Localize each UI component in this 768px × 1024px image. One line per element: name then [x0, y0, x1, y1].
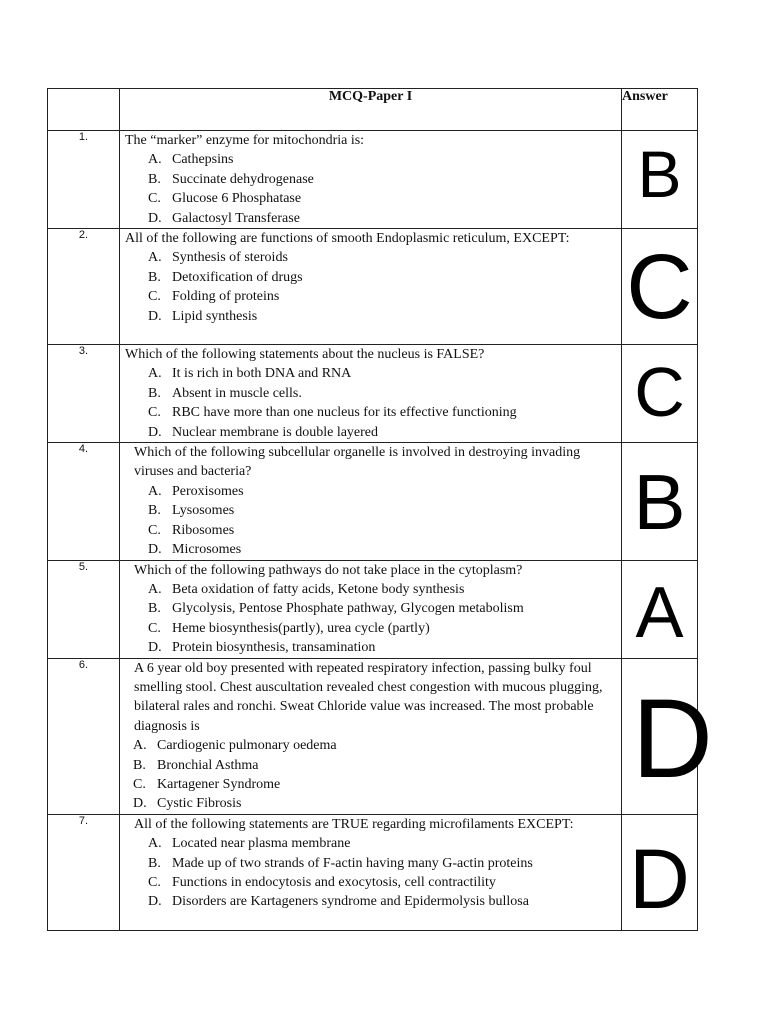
- option-letter: C.: [133, 776, 146, 792]
- option-list: [120, 482, 621, 560]
- option-a: [120, 580, 621, 599]
- answer-cell: [622, 229, 698, 345]
- question-cell: [120, 131, 622, 229]
- option-a: [120, 150, 621, 169]
- option-b: [120, 599, 621, 618]
- option-a: [120, 248, 621, 267]
- question-stem: Which of the following pathways do not take place in the cytoplasm?: [134, 562, 523, 578]
- option-letter: D.: [133, 796, 147, 812]
- option-text: Absent in muscle cells.: [172, 385, 302, 401]
- question-cell: [120, 658, 622, 814]
- answer-letter: D: [629, 831, 690, 926]
- question-stem: Which of the following subcellular organelle is involved in destroying invading viruses and bacteria?: [134, 445, 581, 480]
- option-letter: A.: [148, 366, 162, 382]
- mcq-table: [47, 88, 713, 931]
- option-a: [120, 482, 621, 501]
- answer-letter: A: [635, 572, 684, 653]
- question-stem: The “marker” enzyme for mitochondria is:: [125, 133, 365, 148]
- answer-column-header: Answer: [622, 89, 698, 131]
- question-row-6: [48, 658, 698, 814]
- option-text: Disorders are Kartageners syndrome and Epidermolysis bullosa: [172, 894, 529, 910]
- option-text: Bronchial Asthma: [157, 757, 259, 773]
- option-text: Lipid synthesis: [172, 308, 258, 324]
- option-b: [120, 384, 621, 403]
- option-letter: C.: [148, 191, 161, 207]
- option-letter: A.: [148, 581, 162, 597]
- question-stem: All of the following statements are TRUE regarding microfilaments EXCEPT:: [134, 816, 574, 832]
- question-number: 5.: [48, 560, 120, 658]
- option-c: [120, 521, 621, 540]
- question-number: 1.: [48, 131, 120, 229]
- answer-cell: [622, 658, 713, 814]
- option-letter: B.: [148, 385, 161, 401]
- option-text: Cystic Fibrosis: [157, 796, 242, 812]
- option-text: Protein biosynthesis, transamination: [172, 640, 376, 656]
- option-letter: C.: [148, 289, 161, 305]
- option-letter: B.: [133, 757, 146, 773]
- option-letter: D.: [148, 308, 162, 324]
- option-a: [120, 364, 621, 383]
- option-letter: C.: [148, 405, 161, 421]
- question-row-3: [48, 345, 698, 443]
- option-list: [120, 580, 621, 658]
- option-list: [120, 736, 621, 814]
- option-d: [120, 794, 621, 813]
- header-number-cell: [48, 89, 120, 131]
- option-a: [120, 736, 621, 755]
- option-text: Glycolysis, Pentose Phosphate pathway, Glycogen metabolism: [172, 601, 524, 617]
- option-letter: D.: [148, 424, 162, 440]
- option-b: [120, 268, 621, 287]
- answer-cell: [622, 345, 698, 443]
- option-c: [120, 619, 621, 638]
- answer-letter: D: [632, 675, 713, 801]
- option-text: Kartagener Syndrome: [157, 776, 281, 792]
- option-c: [120, 873, 621, 892]
- answer-letter: C: [626, 236, 693, 339]
- option-text: Folding of proteins: [172, 289, 280, 305]
- option-letter: D.: [148, 542, 162, 558]
- option-text: Lysosomes: [172, 503, 235, 519]
- option-list: [120, 248, 621, 326]
- option-b: [120, 756, 621, 775]
- question-cell: [120, 560, 622, 658]
- option-b: [120, 170, 621, 189]
- option-letter: D.: [148, 640, 162, 656]
- option-letter: D.: [148, 210, 162, 226]
- option-letter: C.: [148, 875, 161, 890]
- question-stem: Which of the following statements about the nucleus is FALSE?: [125, 347, 485, 363]
- paper-title: MCQ-Paper I: [120, 89, 622, 131]
- option-letter: D.: [148, 894, 162, 910]
- option-list: [120, 150, 621, 228]
- header-row: [48, 89, 698, 131]
- question-number: 4.: [48, 443, 120, 560]
- option-text: Microsomes: [172, 542, 242, 558]
- question-cell: [120, 229, 622, 345]
- option-list: [120, 834, 621, 912]
- option-letter: B.: [148, 269, 161, 285]
- option-letter: A.: [148, 836, 162, 852]
- option-d: [120, 540, 621, 559]
- option-letter: B.: [148, 503, 161, 519]
- answer-cell: [622, 131, 698, 229]
- option-text: Detoxification of drugs: [172, 269, 303, 285]
- option-letter: C.: [148, 620, 161, 636]
- option-text: Succinate dehydrogenase: [172, 171, 314, 187]
- question-cell: [120, 443, 622, 560]
- question-row-1: [48, 131, 698, 229]
- option-d: [120, 209, 621, 228]
- option-c: [120, 189, 621, 208]
- option-text: Synthesis of steroids: [172, 250, 288, 266]
- question-row-5: [48, 560, 698, 658]
- question-number: 6.: [48, 658, 120, 814]
- option-letter: A.: [133, 738, 147, 754]
- option-b: [120, 854, 621, 873]
- option-c: [120, 287, 621, 306]
- option-text: It is rich in both DNA and RNA: [172, 366, 352, 382]
- option-text: Cathepsins: [172, 152, 234, 168]
- question-number: 2.: [48, 229, 120, 345]
- question-number: 7.: [48, 814, 120, 930]
- option-b: [120, 501, 621, 520]
- option-c: [120, 775, 621, 794]
- option-letter: A.: [148, 250, 162, 266]
- option-text: Glucose 6 Phosphatase: [172, 191, 302, 207]
- question-row-2: [48, 229, 698, 345]
- option-text: Nuclear membrane is double layered: [172, 424, 379, 440]
- option-text: Peroxisomes: [172, 483, 244, 499]
- option-a: [120, 834, 621, 853]
- option-letter: A.: [148, 152, 162, 168]
- option-text: Galactosyl Transferase: [172, 210, 300, 226]
- option-list: [120, 364, 621, 442]
- question-stem: All of the following are functions of smooth Endoplasmic reticulum, EXCEPT:: [125, 231, 570, 247]
- option-d: [120, 307, 621, 326]
- question-row-7: [48, 814, 698, 930]
- option-d: [120, 638, 621, 657]
- option-letter: B.: [148, 171, 161, 187]
- option-text: Heme biosynthesis(partly), urea cycle (partly): [172, 620, 430, 636]
- option-text: Located near plasma membrane: [172, 836, 351, 852]
- option-letter: B.: [148, 855, 161, 871]
- question-number: 3.: [48, 345, 120, 443]
- answer-letter: B: [633, 458, 686, 547]
- option-c: [120, 403, 621, 422]
- answer-cell: [622, 560, 698, 658]
- question-cell: [120, 814, 622, 930]
- answer-letter: C: [634, 353, 685, 432]
- option-text: Functions in endocytosis and exocytosis, cell contractility: [172, 875, 496, 890]
- option-text: Ribosomes: [172, 522, 235, 538]
- answer-letter: B: [637, 137, 682, 211]
- option-d: [120, 423, 621, 442]
- option-text: Beta oxidation of fatty acids, Ketone body synthesis: [172, 581, 465, 597]
- question-stem: A 6 year old boy presented with repeated respiratory infection, passing bulky foul smelling stool. Chest auscultation revealed chest congestion with mucous plugging, bilateral rales and ronchi. Sweat Chloride value was increased. The most probable diagnosis is: [134, 660, 603, 734]
- answer-cell: [622, 814, 698, 930]
- option-letter: B.: [148, 601, 161, 617]
- option-text: RBC have more than one nucleus for its effective functioning: [172, 405, 517, 421]
- option-letter: A.: [148, 483, 162, 499]
- option-letter: C.: [148, 522, 161, 538]
- question-row-4: [48, 443, 698, 560]
- option-text: Cardiogenic pulmonary oedema: [157, 738, 337, 754]
- option-d: [120, 892, 621, 911]
- option-text: Made up of two strands of F-actin having many G-actin proteins: [172, 855, 533, 871]
- answer-cell: [622, 443, 698, 560]
- question-cell: [120, 345, 622, 443]
